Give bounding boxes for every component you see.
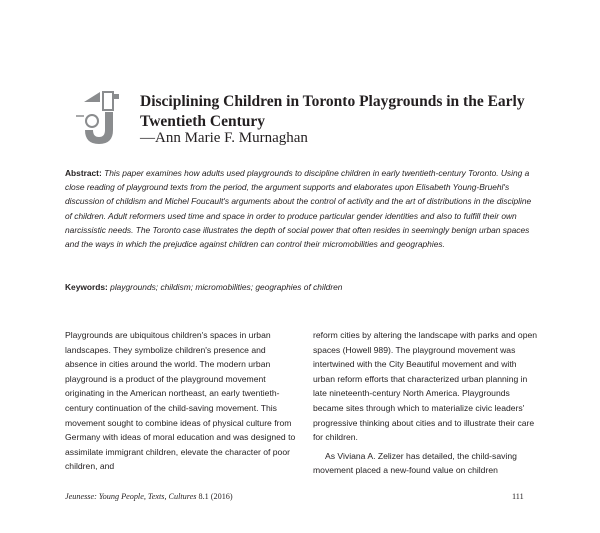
footer-issue: 8.1 (2016) <box>198 492 233 501</box>
keywords <box>65 280 535 294</box>
body-paragraph: reform cities by altering the landscape with parks and open spaces (Howell 989). The playground movement was intertwined with the City Beautiful movement and with urban reform efforts that characterized urban planning in late nineteenth-century North America. Playgrounds became sites through which to materialize civic leaders' progressive thinking about cities and to illustrate their care for children. <box>313 330 538 443</box>
article-title: Disciplining Children in Toronto Playgrounds in the Early Twentieth Century <box>140 93 525 130</box>
abstract-text: This paper examines how adults used playgrounds to discipline children in early twentieth-century Toronto. Using a close reading of playground texts from the period, the argument supports and elaborates upon Elisabeth Young-Bruehl's discussion of childism and Michel Foucault's arguments about the control of activity and the art of distributions in the discipline of children. Adult reformers used time and space in order to produce particular gender identities and also to fulfill their own narcissistic needs. The Toronto case illustrates the depth of social power that often resides in seemingly benign urban spaces and the ways in which the prejudice against children can control their micromobilities and geographies. <box>65 168 532 250</box>
abstract-label: Abstract: <box>65 168 102 178</box>
journal-logo-icon <box>70 88 130 148</box>
body-paragraph: As Viviana A. Zelizer has detailed, the child-saving movement placed a new-found value on children <box>313 450 517 476</box>
page-number: 111 <box>512 492 524 501</box>
abstract <box>65 166 535 251</box>
article-author: —Ann Marie F. Murnaghan <box>140 130 308 146</box>
footer-journal: Jeunesse: Young People, Texts, Cultures <box>65 492 197 501</box>
footer-citation <box>65 492 233 501</box>
body-paragraph: Playgrounds are ubiquitous children's spaces in urban landscapes. They symbolize children's presence and absence in cities around the world. The modern urban playground is a product of the playground movement originating in the American northeast, an early twentieth-century continuation of the child-saving movement. This movement sought to combine ideas of physical culture from Germany with ideas of moral education and was designed to assimilate immigrant children, elevate the character of poor children, and <box>65 330 296 472</box>
keywords-label: Keywords: <box>65 282 108 292</box>
keywords-text: playgrounds; childism; micromobilities; geographies of children <box>110 282 343 292</box>
body-right-column <box>313 328 538 478</box>
body-left-column <box>65 328 297 474</box>
